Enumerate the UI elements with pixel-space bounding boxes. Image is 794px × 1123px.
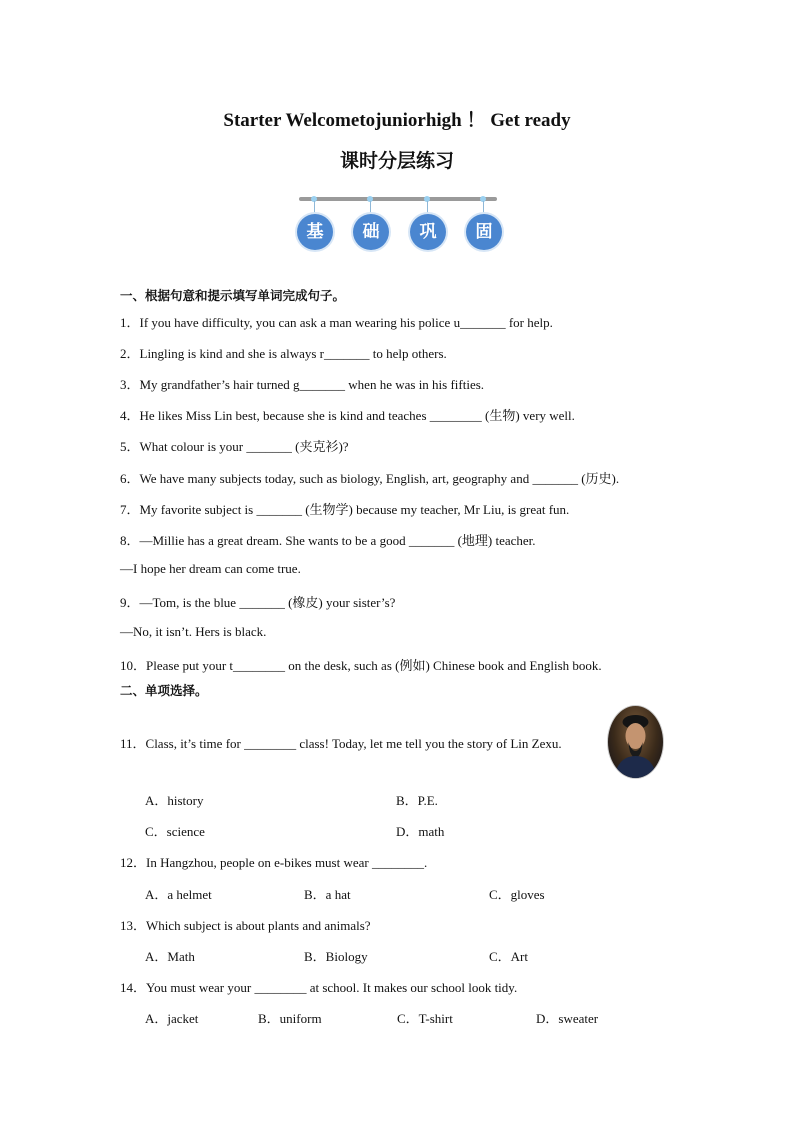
question-line: 6．We have many subjects today, such as biology, English, art, geography and _______ (历史).	[120, 471, 620, 486]
badge-ji: 基	[297, 214, 333, 250]
badge-chu: 础	[353, 214, 389, 250]
question-line: 5．What colour is your _______ (夹克衫)?	[120, 439, 349, 454]
option-c: C．Art	[489, 949, 529, 964]
option-b: B．P.E.	[396, 793, 438, 808]
answer-line: —No, it isn’t. Hers is black.	[120, 624, 267, 639]
question-line: 3．My grandfather’s hair turned g_______ when he was in his fifties.	[120, 377, 485, 392]
connector-stem	[314, 201, 315, 215]
option-b: B．uniform	[258, 1011, 322, 1026]
connector-stem	[370, 201, 371, 215]
badge-gong: 巩	[410, 214, 446, 250]
question-line: 1．If you have difficulty, you can ask a man wearing his police u_______ for help.	[120, 315, 553, 330]
section2-heading: 二、单项选择。	[120, 684, 208, 698]
badge-connector-bar	[299, 197, 497, 201]
page-title: Starter Welcometojuniorhigh ！ Get ready	[223, 110, 571, 131]
option-a: A．a helmet	[145, 887, 212, 902]
mc-question-stem: 11．Class, it’s time for ________ class! Today, let me tell you the story of Lin Zexu.	[120, 736, 562, 751]
question-line: 4．He likes Miss Lin best, because she is kind and teaches ________ (生物) very well.	[120, 408, 575, 423]
option-a: A．jacket	[145, 1011, 199, 1026]
mc-question-stem: 13．Which subject is about plants and animals?	[120, 918, 371, 933]
lin-zexu-portrait	[607, 705, 664, 779]
option-b: B．Biology	[304, 949, 368, 964]
section1-heading: 一、根据句意和提示填写单词完成句子。	[120, 289, 346, 303]
option-c: C．T-shirt	[397, 1011, 453, 1026]
option-b: B．a hat	[304, 887, 351, 902]
question-line: 7．My favorite subject is _______ (生物学) because my teacher, Mr Liu, is great fun.	[120, 502, 570, 517]
option-a: A．Math	[145, 949, 195, 964]
question-line: 2．Lingling is kind and she is always r_______ to help others.	[120, 346, 447, 361]
connector-stem	[483, 201, 484, 215]
option-a: A．history	[145, 793, 204, 808]
question-line: 8．—Millie has a great dream. She wants to be a good _______ (地理) teacher.	[120, 533, 536, 548]
option-c: C．gloves	[489, 887, 545, 902]
connector-stem	[427, 201, 428, 215]
answer-line: —I hope her dream can come true.	[120, 561, 301, 576]
badge-gu: 固	[466, 214, 502, 250]
question-line: 10．Please put your t________ on the desk, such as (例如) Chinese book and English book.	[120, 658, 602, 673]
page-subtitle: 课时分层练习	[339, 151, 454, 172]
option-c: C．science	[145, 824, 205, 839]
question-line: 9．—Tom, is the blue _______ (橡皮) your sister’s?	[120, 595, 396, 610]
mc-question-stem: 12．In Hangzhou, people on e-bikes must wear ________.	[120, 855, 428, 870]
option-d: D．sweater	[536, 1011, 599, 1026]
option-d: D．math	[396, 824, 445, 839]
mc-question-stem: 14．You must wear your ________ at school. It makes our school look tidy.	[120, 980, 518, 995]
